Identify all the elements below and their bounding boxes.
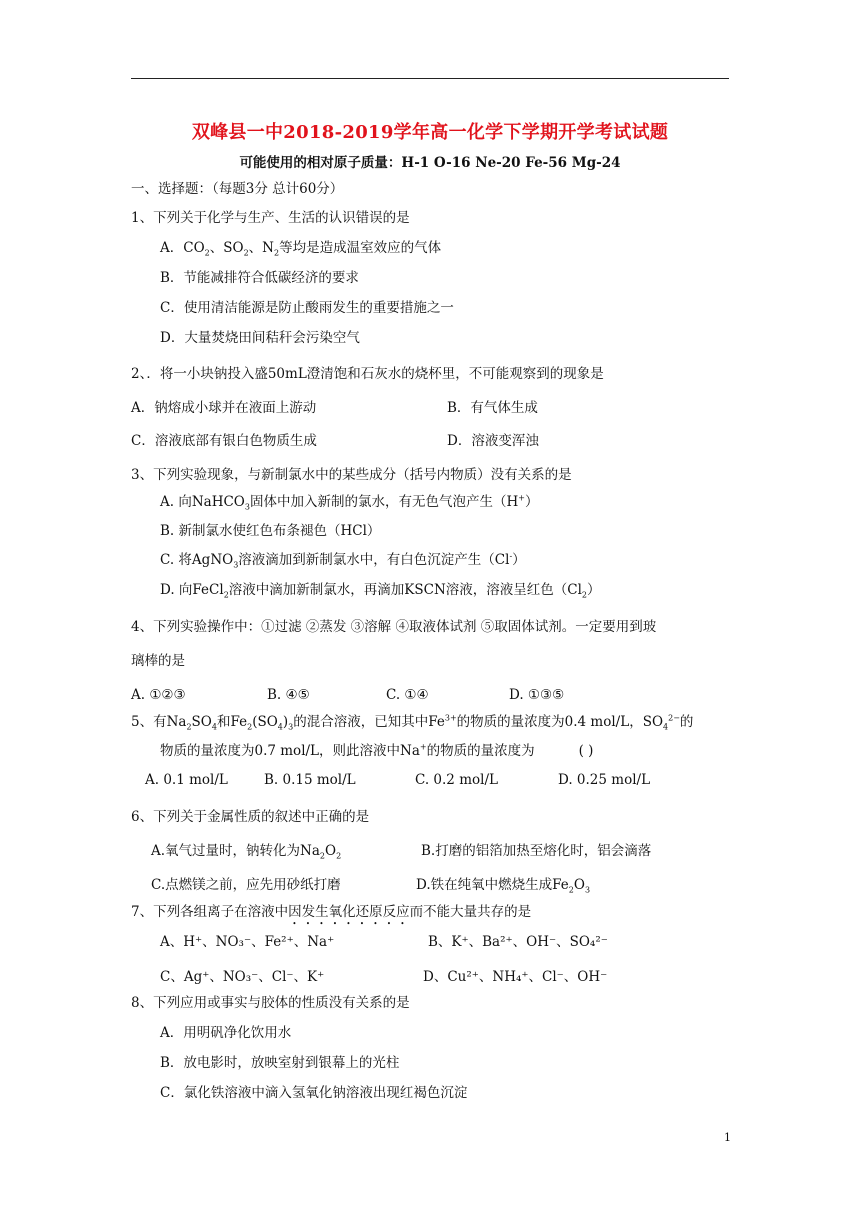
atomic-masses: 可能使用的相对原子质量：H-1 O-16 Ne-20 Fe-56 Mg-24 bbox=[239, 155, 621, 171]
q4-option-a: A. ①②③ bbox=[131, 687, 186, 703]
exam-title: 双峰县一中2018-2019学年高一化学下学期开学考试试题 bbox=[191, 122, 669, 143]
q6-stem: 6、下列关于金属性质的叙述中正确的是 bbox=[131, 809, 370, 825]
q3-option-d: D. 向FeCl$_2$溶液中滴加新制氯水，再滴加KSCN溶液，溶液呈红色$(Cl_2)$ bbox=[160, 582, 601, 600]
q3-option-b: B. 新制氯水使红色布条褪色（HCl） bbox=[160, 523, 381, 539]
q7-option-b: B、K⁺、Ba²⁺、OH⁻、SO₄²⁻ bbox=[428, 934, 608, 950]
q6-option-c: C.点燃镁之前，应先用砂纸打磨 bbox=[151, 877, 341, 893]
q5-option-a: A. 0.1 mol/L bbox=[145, 772, 228, 788]
page-number: 1 bbox=[724, 1131, 731, 1144]
q5-option-b: B. 0.15 mol/L bbox=[264, 772, 356, 788]
q5-stem-line1: 5、有$Na_2SO_4$和$Fe_2(SO_4)_3$的混合溶液，已知其中$Fe^{3+}$的物质的量浓度为0.4 mol/L，$SO_4^{2-}$的 bbox=[131, 713, 694, 732]
q6-option-a: A.氧气过量时，钠转化为$Na_2O_2$ bbox=[151, 843, 342, 861]
q1-stem: 1、下列关于化学与生产、生活的认识错误的是 bbox=[131, 210, 410, 226]
q4-option-b: B. ④⑤ bbox=[267, 687, 310, 703]
q6-option-b: B.打磨的铝箔加热至熔化时，铝会滴落 bbox=[421, 843, 652, 859]
q4-stem-line2: 璃棒的是 bbox=[131, 653, 185, 669]
q5-option-d: D. 0.25 mol/L bbox=[558, 772, 651, 788]
q1-option-a: A．$CO_2$、$SO_2$、$N_2$等均是造成温室效应的气体 bbox=[160, 240, 442, 258]
q2-option-b: B．有气体生成 bbox=[447, 400, 538, 416]
q8-stem: 8、下列应用或事实与胶体的性质没有关系的是 bbox=[131, 995, 410, 1011]
q7-option-c: C、Ag⁺、NO₃⁻、Cl⁻、K⁺ bbox=[160, 969, 325, 985]
q5-option-c: C. 0.2 mol/L bbox=[415, 772, 498, 788]
q7-stem: 7、下列各组离子在溶液中因发生氧化还原反应而不能大量共存的是 bbox=[131, 904, 532, 920]
q8-option-a: A．用明矾净化饮用水 bbox=[160, 1025, 292, 1041]
q4-stem-line1: 4、下列实验操作中：①过滤 ②蒸发 ③溶解 ④取液体试剂 ⑤取固体试剂。一定要用到玻 bbox=[131, 619, 657, 635]
q3-option-c: C. 将AgNO$_3$溶液滴加到新制氯水中，有白色沉淀产生（Cl-） bbox=[160, 551, 526, 570]
q7-option-d: D、Cu²⁺、NH₄⁺、Cl⁻、OH⁻ bbox=[423, 969, 608, 985]
q8-option-c: C．氯化铁溶液中滴入氢氧化钠溶液出现红褐色沉淀 bbox=[160, 1085, 468, 1101]
q4-option-d: D. ①③⑤ bbox=[509, 687, 565, 703]
q2-option-a: A．钠熔成小球并在液面上游动 bbox=[131, 400, 317, 416]
q1-option-c: C．使用清洁能源是防止酸雨发生的重要措施之一 bbox=[160, 300, 454, 316]
header-rule bbox=[131, 78, 729, 79]
q1-option-b: B．节能减排符合低碳经济的要求 bbox=[160, 270, 359, 286]
section-heading: 一、选择题：（每题3分 总计60分） bbox=[131, 181, 344, 197]
q3-stem: 3、下列实验现象，与新制氯水中的某些成分（括号内物质）没有关系的是 bbox=[131, 467, 572, 483]
q1-option-d: D．大量焚烧田间秸秆会污染空气 bbox=[160, 330, 360, 346]
answer-blank: ( ) bbox=[578, 743, 594, 759]
q4-option-c: C. ①④ bbox=[386, 687, 429, 703]
q2-stem: 2、．将一小块钠投入盛50mL澄清饱和石灰水的烧杯里，不可能观察到的现象是 bbox=[131, 366, 604, 382]
q2-option-d: D．溶液变浑浊 bbox=[447, 433, 539, 449]
q6-option-d: D.铁在纯氧中燃烧生成$Fe_2O_3$ bbox=[416, 877, 591, 895]
emphasis-dotted: 因发生氧化还原反应 bbox=[288, 904, 410, 920]
q5-stem-line2: 物质的量浓度为0.7 mol/L，则此溶液中Na+的物质的量浓度为 ( ) bbox=[160, 742, 594, 759]
q8-option-b: B．放电影时，放映室射到银幕上的光柱 bbox=[160, 1055, 400, 1071]
q2-option-c: C．溶液底部有银白色物质生成 bbox=[131, 433, 317, 449]
q3-option-a: A. 向NaHCO$_3$固体中加入新制的氯水，有无色气泡产生（H+） bbox=[160, 493, 539, 512]
q7-option-a: A、H⁺、NO₃⁻、Fe²⁺、Na⁺ bbox=[160, 934, 335, 950]
